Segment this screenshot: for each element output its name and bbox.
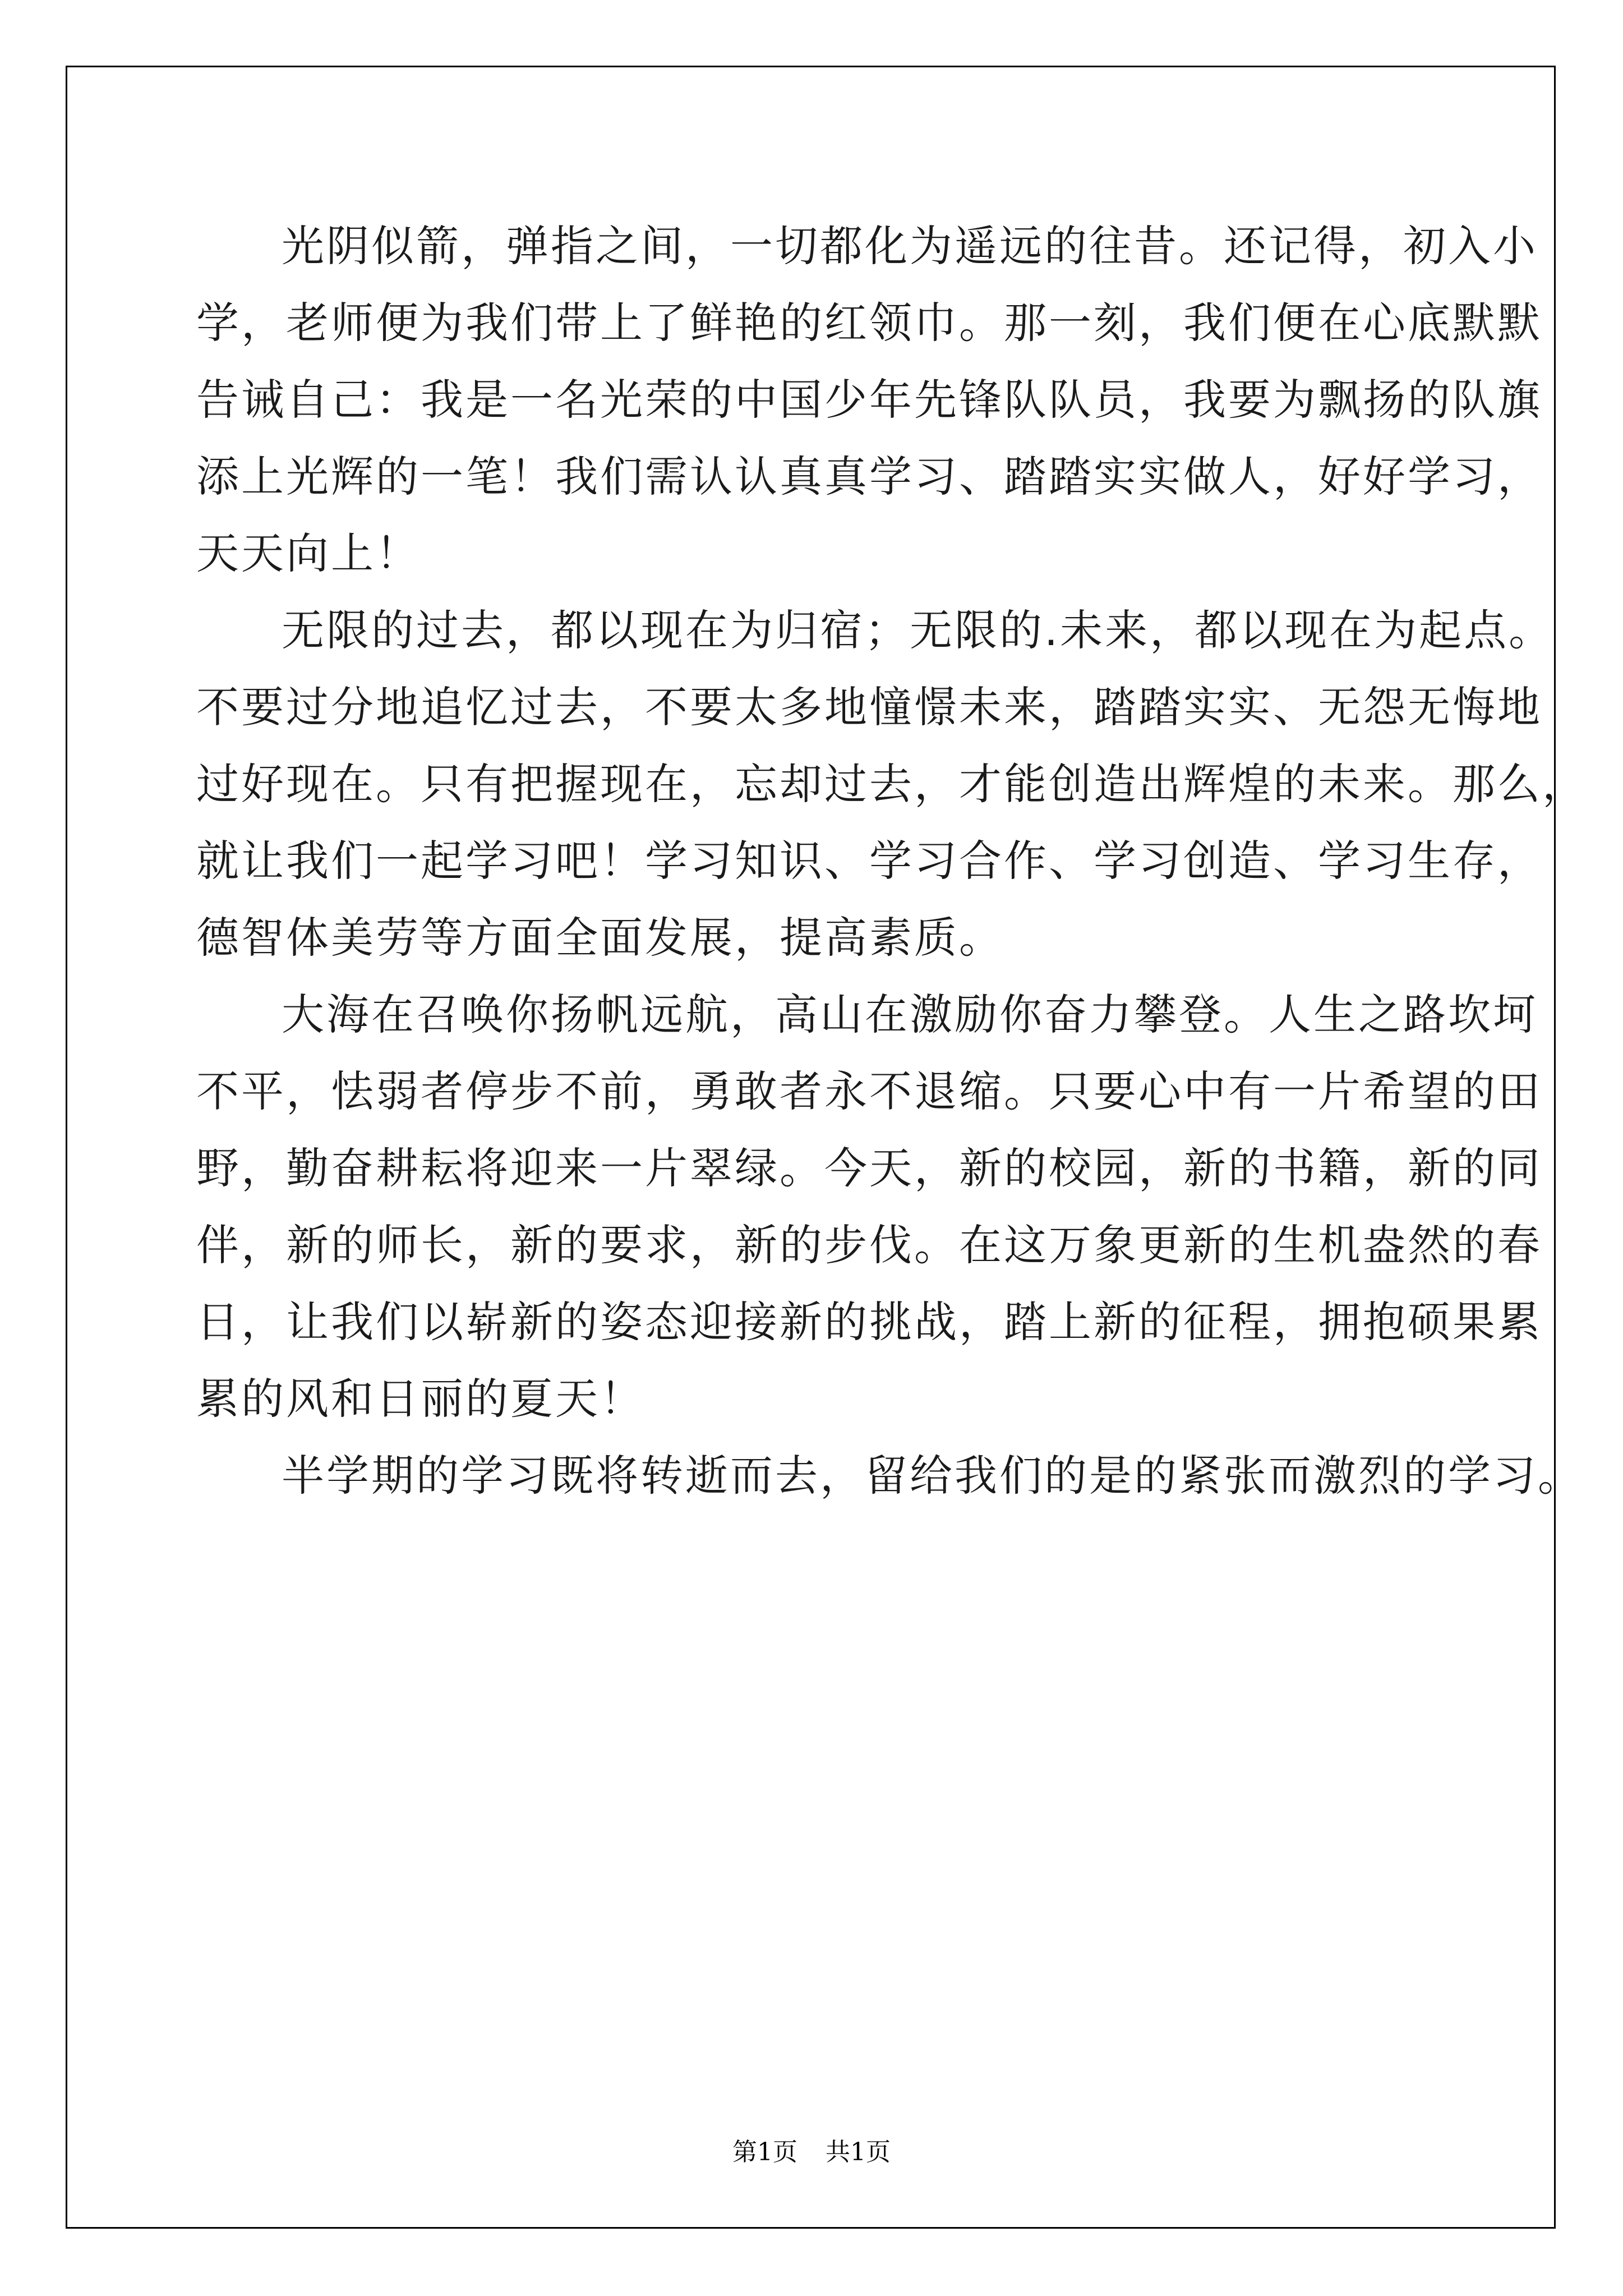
- paragraph-1-line-3: 告诫自己：我是一名光荣的中国少年先锋队队员，我要为飘扬的队旗: [196, 375, 1542, 425]
- paragraph-3-line-6: 累的风和日丽的夏天！: [196, 1374, 645, 1424]
- paragraph-3-line-2: 不平，怯弱者停步不前，勇敢者永不退缩。只要心中有一片希望的田: [196, 1066, 1542, 1116]
- paragraph-3-line-4: 伴，新的师长，新的要求，新的步伐。在这万象更新的生机盎然的春: [196, 1220, 1542, 1270]
- page-number-total: 共1页: [826, 2138, 891, 2166]
- paragraph-1-line-5: 天天向上！: [196, 528, 421, 578]
- paragraph-2-line-3: 过好现在。只有把握现在，忘却过去，才能创造出辉煌的未来。那么，: [196, 759, 1587, 809]
- page-number-current: 第1页: [732, 2138, 797, 2166]
- paragraph-1-line-2: 学，老师便为我们带上了鲜艳的红领巾。那一刻，我们便在心底默默: [196, 298, 1542, 348]
- paragraph-4-line-1: 半学期的学习既将转逝而去，留给我们的是的紧张而激烈的学习。: [282, 1451, 1583, 1501]
- paragraph-2-line-2: 不要过分地追忆过去，不要太多地憧憬未来，踏踏实实、无怨无悔地: [196, 682, 1542, 732]
- paragraph-3-line-3: 野，勤奋耕耘将迎来一片翠绿。今天，新的校园，新的书籍，新的同: [196, 1143, 1542, 1193]
- paragraph-1-line-1: 光阴似箭，弹指之间，一切都化为遥远的往昔。还记得，初入小: [282, 221, 1538, 271]
- paragraph-2-line-1: 无限的过去，都以现在为归宿；无限的.未来，都以现在为起点。: [282, 605, 1554, 655]
- paragraph-3-line-5: 日，让我们以崭新的姿态迎接新的挑战，踏上新的征程，拥抱硕果累: [196, 1297, 1542, 1347]
- paragraph-3-line-1: 大海在召唤你扬帆远航，高山在激励你奋力攀登。人生之路坎坷: [282, 990, 1538, 1039]
- paragraph-1-line-4: 添上光辉的一笔！我们需认认真真学习、踏踏实实做人，好好学习，: [196, 452, 1542, 501]
- document-body: [196, 208, 1587, 1514]
- paragraph-2-line-4: 就让我们一起学习吧！学习知识、学习合作、学习创造、学习生存，: [196, 836, 1542, 886]
- page-footer: [0, 2132, 1623, 2168]
- paragraph-2-line-5: 德智体美劳等方面全面发展，提高素质。: [196, 913, 1004, 963]
